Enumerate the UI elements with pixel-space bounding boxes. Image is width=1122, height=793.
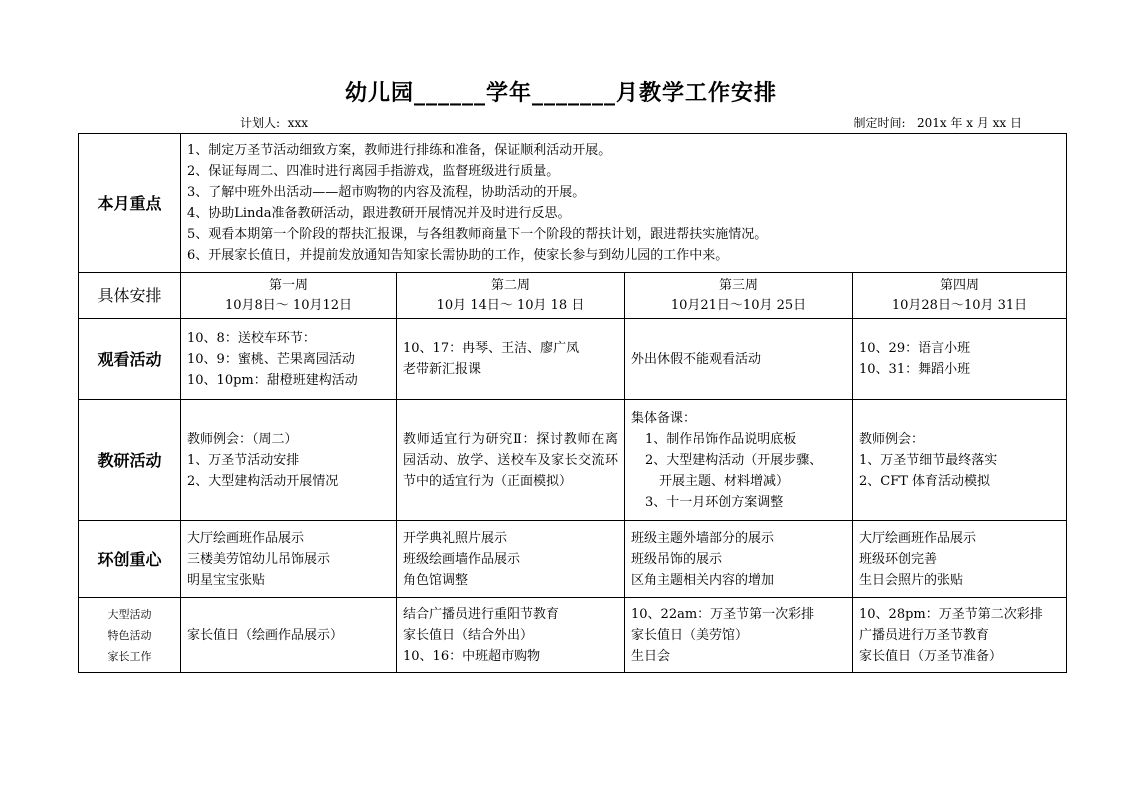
schedule-table <box>78 133 1067 673</box>
events-week-1 <box>181 598 397 673</box>
environment-item: 明星宝宝张贴 <box>187 572 266 588</box>
events-item: 10、16：中班超市购物 <box>403 648 541 664</box>
observe-item: 10、9：蜜桃、芒果离园活动 <box>187 351 355 367</box>
events-label-line: 家长工作 <box>107 649 152 663</box>
observe-item: 10、31：舞蹈小班 <box>859 362 971 377</box>
events-label-line: 大型活动 <box>107 607 152 621</box>
environment-label: 环创重心 <box>79 521 181 598</box>
week-name: 第二周 <box>490 277 530 293</box>
environment-item: 大厅绘画班作品展示 <box>187 530 305 546</box>
events-week-3 <box>625 598 853 673</box>
observe-item: 老带新汇报课 <box>403 362 482 377</box>
week-4-header <box>853 273 1067 319</box>
week-range: 10月28日～10月 31日 <box>891 297 1028 313</box>
focus-item: 4、协助Linda准备教研活动，跟进教研开展情况并及时进行反思。 <box>187 206 571 221</box>
observe-item: 10、29：语言小班 <box>859 341 971 356</box>
research-item: 2、CFT 体育活动模拟 <box>859 473 991 489</box>
environment-item: 三楼美劳馆幼儿吊饰展示 <box>187 551 331 567</box>
environment-item: 班级吊饰的展示 <box>631 551 723 567</box>
events-item: 10、28pm：万圣节第二次彩排 <box>859 606 1043 622</box>
schedule-header-row <box>79 273 1067 319</box>
observe-label: 观看活动 <box>79 319 181 400</box>
research-item: 2、大型建构活动开展情况 <box>187 473 339 489</box>
environment-item: 角色馆调整 <box>403 572 469 588</box>
research-item: 1、万圣节活动安排 <box>187 452 300 468</box>
observe-week-4 <box>853 319 1067 400</box>
page-title: 幼儿园______学年_______月教学工作安排 <box>344 80 777 106</box>
observe-week-3 <box>625 319 853 400</box>
week-name: 第一周 <box>268 277 308 293</box>
week-3-header <box>625 273 853 319</box>
research-item: 集体备课： <box>631 410 697 426</box>
focus-item: 1、制定万圣节活动细致方案，教师进行排练和准备，保证顺利活动开展。 <box>187 143 612 158</box>
observe-item: 10、10pm：甜橙班建构活动 <box>187 372 358 388</box>
focus-label: 本月重点 <box>79 134 181 273</box>
events-item: 10、22am：万圣节第一次彩排 <box>631 606 815 622</box>
research-week-3 <box>625 400 853 521</box>
events-row <box>79 598 1067 673</box>
research-row <box>79 400 1067 521</box>
environment-row <box>79 521 1067 598</box>
environment-item: 班级环创完善 <box>859 551 938 567</box>
events-item: 广播员进行万圣节教育 <box>859 627 990 643</box>
events-label <box>79 598 181 673</box>
focus-item: 2、保证每周二、四准时进行离园手指游戏，监督班级进行质量。 <box>187 164 560 179</box>
focus-items <box>181 134 1067 273</box>
environment-week-1 <box>181 521 397 598</box>
week-1-header <box>181 273 397 319</box>
research-item: 开展主题、材料增减） <box>659 473 790 489</box>
observe-week-1 <box>181 319 397 400</box>
research-item: 3、十一月环创方案调整 <box>645 494 784 510</box>
events-item: 生日会 <box>631 648 671 664</box>
observe-row <box>79 319 1067 400</box>
focus-item: 6、开展家长值日，并提前发放通知告知家长需协助的工作，使家长参与到幼儿园的工作中来。 <box>187 248 729 263</box>
research-week-1 <box>181 400 397 521</box>
environment-item: 班级绘画墙作品展示 <box>403 551 521 567</box>
date-label: 制定时间: 201x 年 x 月 xx 日 <box>853 116 1022 130</box>
environment-week-2 <box>397 521 625 598</box>
focus-row <box>79 134 1067 273</box>
research-item: 1、制作吊饰作品说明底板 <box>645 431 797 447</box>
environment-item: 区角主题相关内容的增加 <box>631 572 775 588</box>
research-week-4 <box>853 400 1067 521</box>
events-label-line: 特色活动 <box>107 628 152 642</box>
observe-item: 10、8：送校车环节： <box>187 330 316 346</box>
environment-item: 开学典礼照片展示 <box>403 530 508 546</box>
environment-item: 大厅绘画班作品展示 <box>859 530 977 546</box>
observe-item: 外出休假不能观看活动 <box>631 351 762 367</box>
research-week-2 <box>397 400 625 521</box>
events-item: 家长值日（万圣节准备） <box>859 648 1003 664</box>
schedule-label: 具体安排 <box>79 273 181 319</box>
events-item: 家长值日（绘画作品展示） <box>187 627 344 643</box>
environment-week-3 <box>625 521 853 598</box>
environment-item: 生日会照片的张贴 <box>859 572 964 588</box>
focus-item: 3、了解中班外出活动——超市购物的内容及流程，协助活动的开展。 <box>187 185 586 200</box>
environment-item: 班级主题外墙部分的展示 <box>631 530 775 546</box>
research-item: 1、万圣节细节最终落实 <box>859 452 998 468</box>
planner-label: 计划人: xxx <box>240 116 308 130</box>
research-label: 教研活动 <box>79 400 181 521</box>
week-2-header <box>397 273 625 319</box>
observe-item: 10、17：冉琴、王洁、廖广凤 <box>403 341 580 356</box>
research-item: 教师例会：（周二） <box>187 431 298 447</box>
week-name: 第三周 <box>718 277 758 293</box>
week-range: 10月21日～10月 25日 <box>670 297 807 313</box>
week-range: 10月8日～ 10月12日 <box>224 297 353 313</box>
research-item: 教师例会： <box>859 431 925 447</box>
focus-item: 5、观看本期第一个阶段的帮扶汇报课，与各组教师商量下一个阶段的帮扶计划，跟进帮扶实施情况。 <box>187 227 768 242</box>
events-item: 家长值日（美劳馆） <box>631 627 749 643</box>
week-name: 第四周 <box>940 277 980 293</box>
week-range: 10月 14日～ 10月 18 日 <box>436 297 585 313</box>
events-week-2 <box>397 598 625 673</box>
research-text: 教师适宜行为研究Ⅱ：探讨教师在离园活动、放学、送校车及家长交流环节中的适宜行为（正面模拟） <box>403 431 618 489</box>
events-item: 家长值日（结合外出） <box>403 627 534 643</box>
events-week-4 <box>853 598 1067 673</box>
environment-week-4 <box>853 521 1067 598</box>
observe-week-2 <box>397 319 625 400</box>
research-item: 2、大型建构活动（开展步骤、 <box>645 452 823 468</box>
events-item: 结合广播员进行重阳节教育 <box>403 606 560 622</box>
